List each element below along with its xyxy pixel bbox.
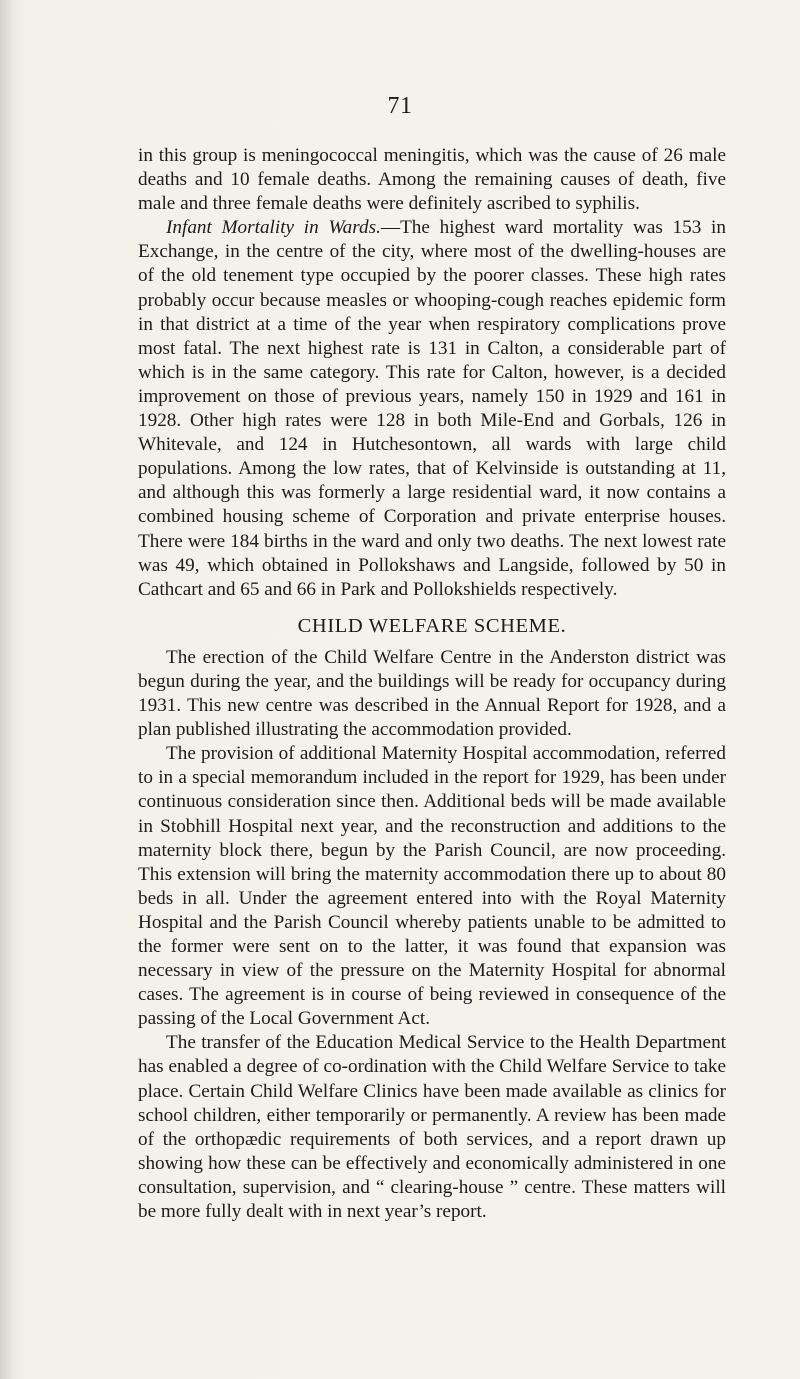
page-edge-shadow <box>0 0 14 1379</box>
infant-mortality-body: —The highest ward mortality was 153 in Exchange, in the centre of the city, where most of the dwelling-houses are of the old tenement type occupied by the poorer classes. These high rates probably occur because measles or whooping-cough reaches epidemic form in that district at a time of the year when respiratory complications prove most fatal. The next highest rate is 131 in Calton, a considerable part of which is in the same category. This rate for Calton, however, is a decided improvement on those of previous years, namely 150 in 1929 and 161 in 1928. Other high rates were 128 in both Mile-End and Gorbals, 126 in Whitevale, and 124 in Hutchesontown, all wards with large child populations. Among the low rates, that of Kelvinside is outstanding at 11, and although this was formerly a large residential ward, it now contains a combined housing scheme of Corporation and private enterprise houses. There were 184 births in the ward and only two deaths. The next lowest rate was 49, which obtained in Pollokshaws and Langside, followed by 50 in Cathcart and 65 and 66 in Park and Pollokshields respectively. <box>138 217 726 600</box>
paragraph-infant-mortality <box>138 216 726 602</box>
section-heading-child-welfare: CHILD WELFARE SCHEME. <box>297 614 567 637</box>
body-text <box>138 144 726 1224</box>
paragraph-education-medical-service: The transfer of the Education Medical Service to the Health Department has enabled a degree of co-ordination with the Child Welfare Service to take place. Certain Child Welfare Clinics have been made available as clinics for school children, either temporarily or permanently. A review has been made of the orthopædic requirements of both services, and a report drawn up showing how these can be effectively and economically administered in one consultation, supervision, and “ clearing-house ” centre. These matters will be more fully dealt with in next year’s report. <box>138 1032 726 1223</box>
page-number: 71 <box>387 93 413 119</box>
paragraph-meningitis: in this group is meningococcal meningitis, which was the cause of 26 male deaths and 10 female deaths. Among the remaining causes of death, five male and three female deaths were definitely ascribed to syphilis. <box>138 145 726 215</box>
paragraph-child-welfare-centre: The erection of the Child Welfare Centre in the Anderston district was begun during the year, and the buildings will be ready for occupancy during 1931. This new centre was described in the Annual Report for 1928, and a plan published illustrating the accommodation provided. <box>138 646 726 741</box>
paragraph-maternity-accommodation: The provision of additional Maternity Hospital accommodation, referred to in a special memorandum included in the report for 1929, has been under continuous consideration since then. Additional beds will be made available in Stobhill Hospital next year, and the reconstruction and additions to the maternity block there, begun by the Parish Council, are now proceeding. This extension will bring the maternity accommodation there up to about 80 beds in all. Under the agreement entered into with the Royal Maternity Hospital and the Parish Council whereby patients unable to be admitted to the former were sent on to the latter, it was found that expansion was necessary in view of the pressure on the Maternity Hospital for abnormal cases. The agreement is in course of being reviewed in consequence of the passing of the Local Government Act. <box>138 743 726 1030</box>
infant-mortality-subheading: Infant Mortality in Wards. <box>166 217 381 239</box>
